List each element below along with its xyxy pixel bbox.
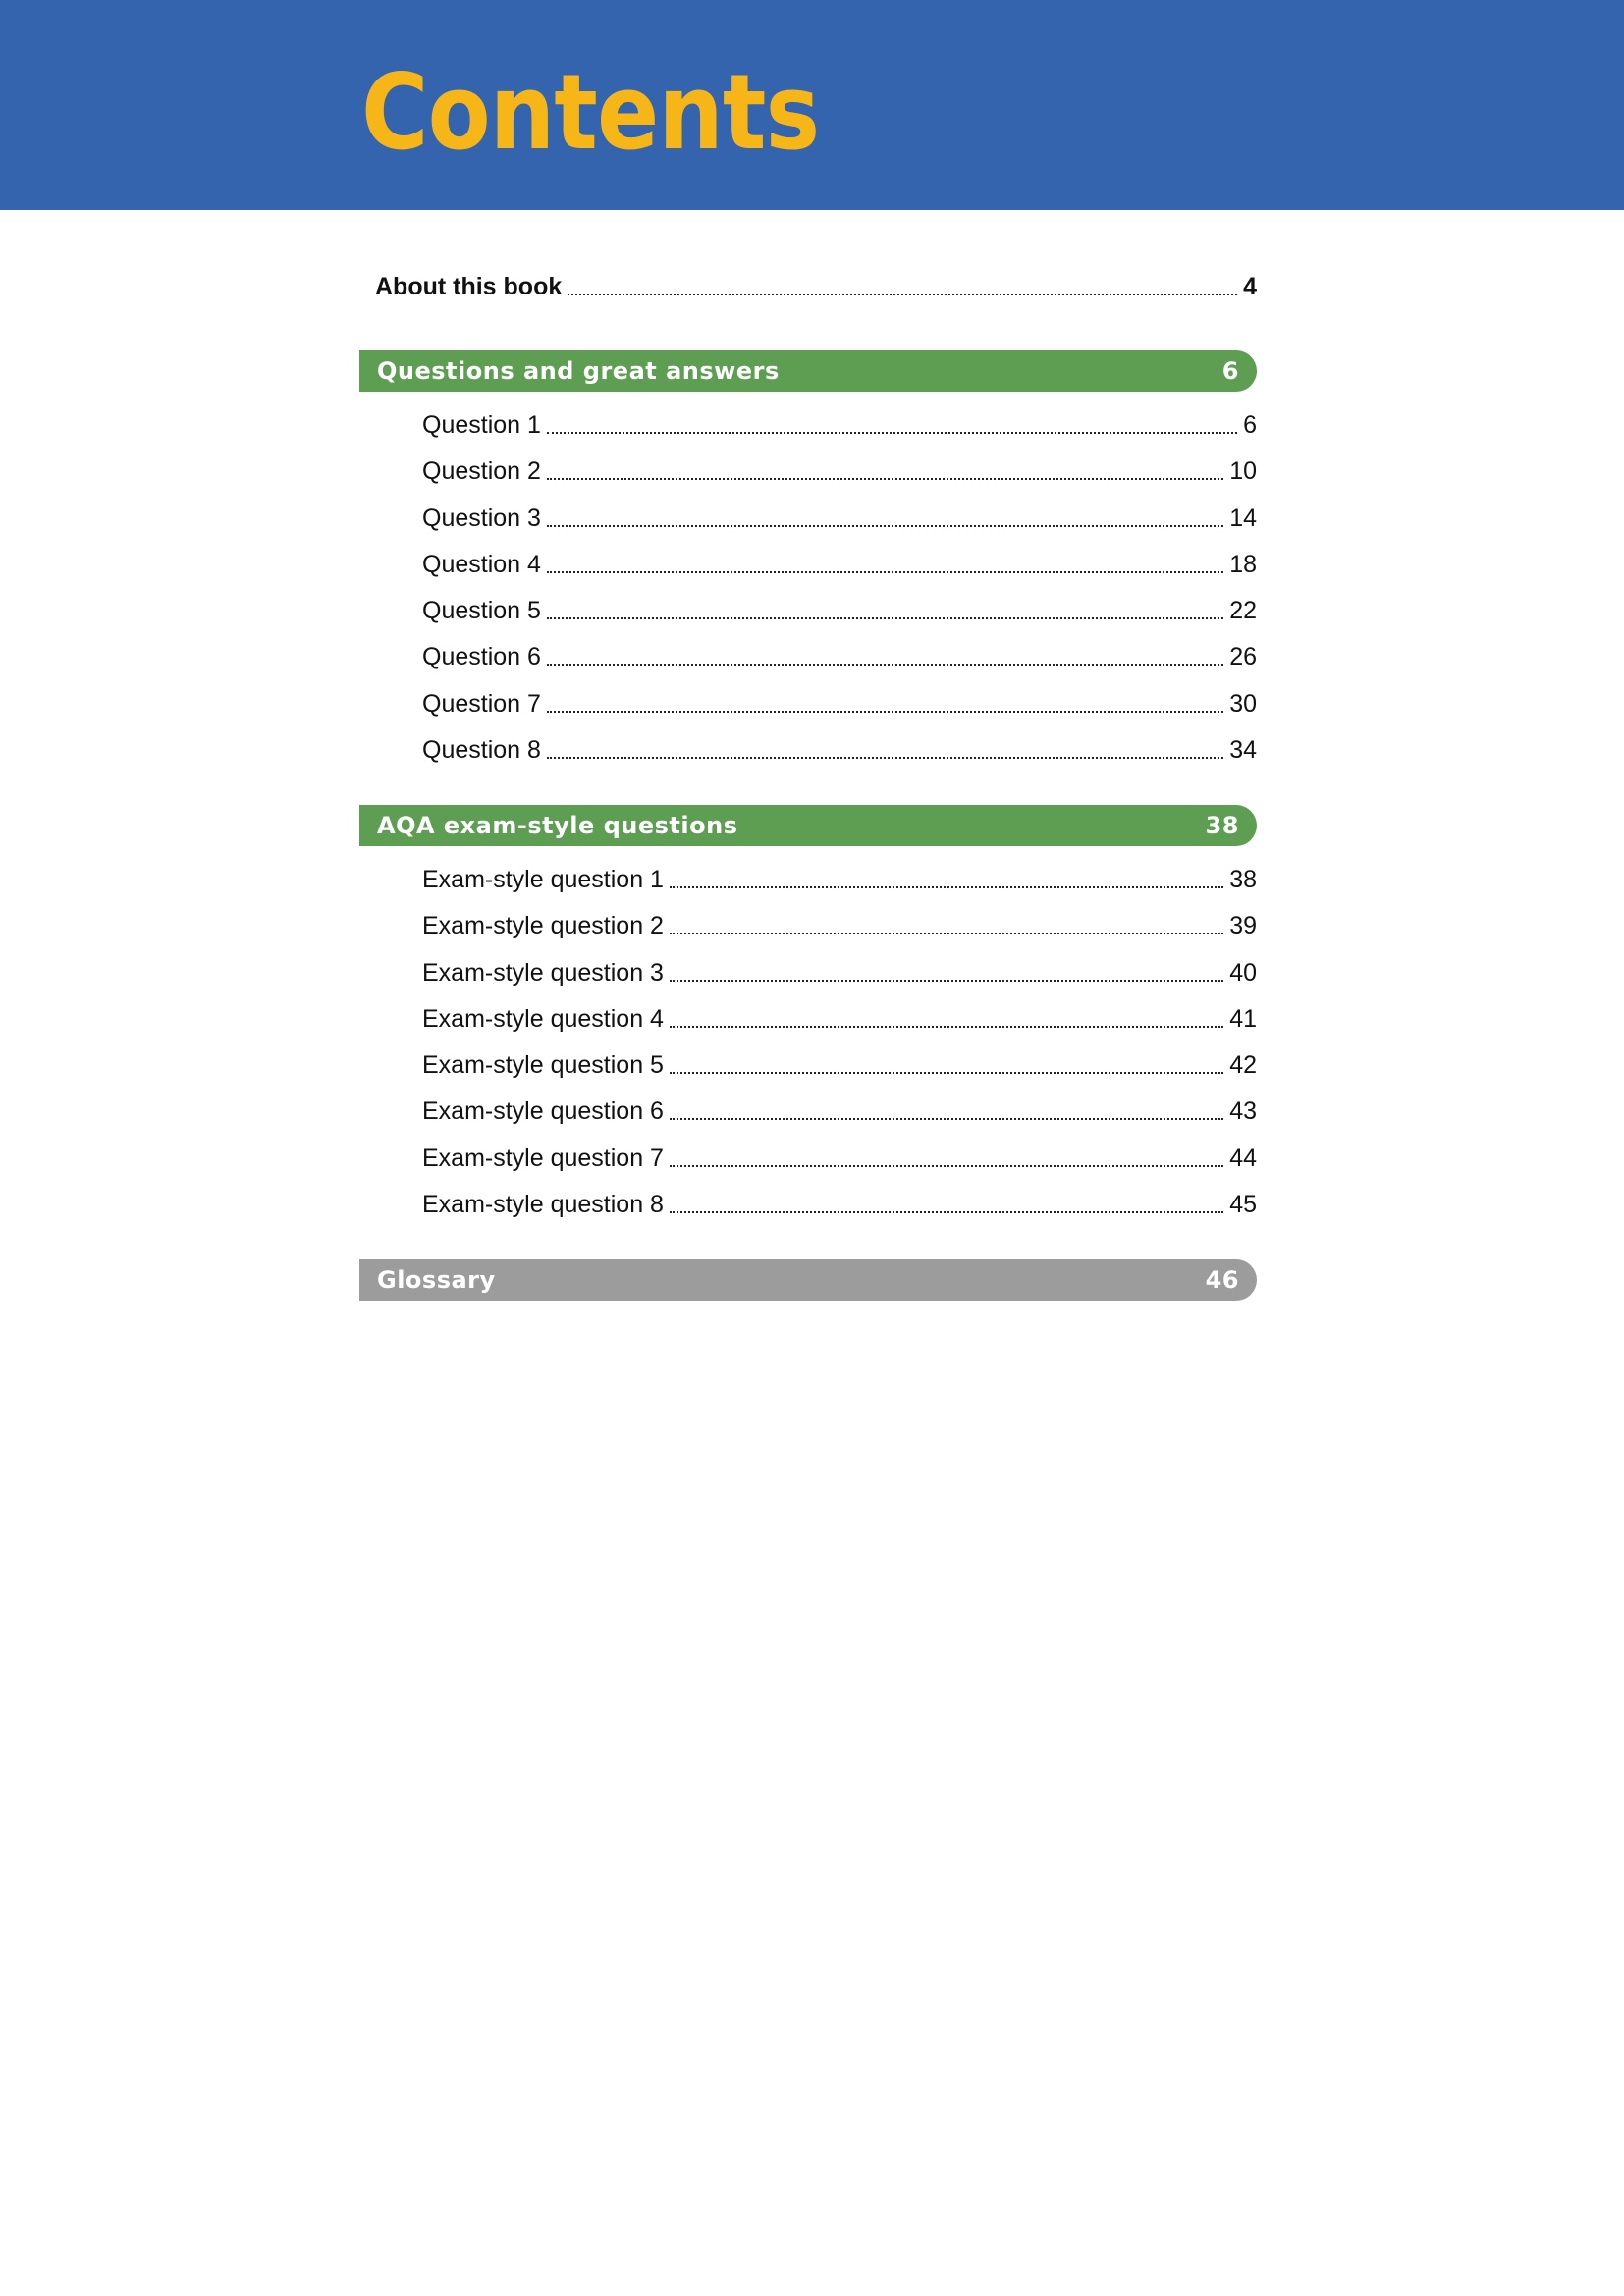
toc-entry-exam-question-4[interactable] [422,1003,1257,1035]
toc-entry-page: 38 [1229,866,1257,893]
toc-entry-exam-question-2[interactable] [422,910,1257,941]
toc-entry-label: Exam-style question 7 [422,1145,664,1172]
toc-entry-label: Exam-style question 1 [422,866,664,893]
section-page: 46 [1205,1266,1239,1294]
section-page: 38 [1205,812,1239,839]
toc-entry-label: Question 1 [422,411,541,439]
toc-entry-label: About this book [375,273,563,300]
toc-entry-exam-question-3[interactable] [422,957,1257,988]
dot-leader [547,757,1223,759]
toc-entry-exam-question-5[interactable] [422,1049,1257,1081]
toc-entry-question-4[interactable] [422,549,1257,580]
toc-entry-label: Exam-style question 3 [422,959,664,987]
dot-leader [670,1165,1223,1167]
toc-entry-exam-question-7[interactable] [422,1143,1257,1174]
dot-leader [547,617,1223,619]
section-bar-glossary[interactable] [359,1259,1257,1301]
toc-entry-page: 34 [1229,736,1257,764]
dot-leader [547,478,1223,480]
dot-leader [670,1072,1223,1074]
page-title: Contents [361,52,820,173]
toc-entry-question-3[interactable] [422,503,1257,534]
toc-entry-page: 26 [1229,643,1257,670]
toc-entry-label: Question 3 [422,505,541,532]
toc-entry-exam-question-6[interactable] [422,1095,1257,1127]
section-bar-questions[interactable] [359,350,1257,392]
dot-leader [670,1211,1223,1213]
toc-entry-label: Exam-style question 5 [422,1051,664,1079]
section-title: AQA exam-style questions [377,812,738,839]
toc-entry-page: 30 [1229,690,1257,718]
toc-entry-about[interactable] [375,271,1257,302]
toc-entry-page: 42 [1229,1051,1257,1079]
toc-entry-label: Exam-style question 6 [422,1097,664,1125]
dot-leader [547,664,1223,666]
dot-leader [670,1026,1223,1028]
toc-entry-page: 10 [1229,457,1257,485]
section-bar-aqa-exam-style[interactable] [359,805,1257,846]
section-page: 6 [1221,357,1239,385]
dot-leader [670,1118,1223,1120]
toc-entry-page: 43 [1229,1097,1257,1125]
toc-entry-question-2[interactable] [422,455,1257,487]
toc-entry-page: 14 [1229,505,1257,532]
toc-entry-label: Exam-style question 8 [422,1191,664,1218]
dot-leader [547,525,1223,527]
toc-entry-page: 45 [1229,1191,1257,1218]
toc-entry-page: 22 [1229,597,1257,624]
toc-entry-question-6[interactable] [422,641,1257,672]
toc-entry-page: 6 [1243,411,1257,439]
dot-leader [670,933,1223,934]
toc-entry-page: 39 [1229,912,1257,939]
toc-entry-question-1[interactable] [422,409,1257,441]
toc-entry-exam-question-1[interactable] [422,864,1257,895]
toc-entry-page: 40 [1229,959,1257,987]
toc-entry-label: Exam-style question 2 [422,912,664,939]
toc-entry-label: Question 8 [422,736,541,764]
toc-entry-label: Question 2 [422,457,541,485]
dot-leader [670,980,1223,982]
toc-entry-question-7[interactable] [422,688,1257,720]
toc-entry-question-5[interactable] [422,595,1257,626]
dot-leader [670,886,1223,888]
dot-leader [547,432,1237,434]
dot-leader [568,294,1237,295]
toc-entry-page: 41 [1229,1005,1257,1033]
toc-entry-page: 4 [1243,273,1257,300]
dot-leader [547,571,1223,573]
toc-entry-page: 44 [1229,1145,1257,1172]
toc-entry-label: Question 4 [422,551,541,578]
toc-entry-page: 18 [1229,551,1257,578]
toc-entry-label: Question 7 [422,690,541,718]
section-title: Questions and great answers [377,357,780,385]
section-title: Glossary [377,1266,496,1294]
header-band [0,0,1624,210]
toc-entry-exam-question-8[interactable] [422,1189,1257,1220]
toc-entry-label: Question 6 [422,643,541,670]
toc-entry-label: Exam-style question 4 [422,1005,664,1033]
toc-entry-question-8[interactable] [422,734,1257,766]
dot-leader [547,711,1223,713]
toc-entry-label: Question 5 [422,597,541,624]
